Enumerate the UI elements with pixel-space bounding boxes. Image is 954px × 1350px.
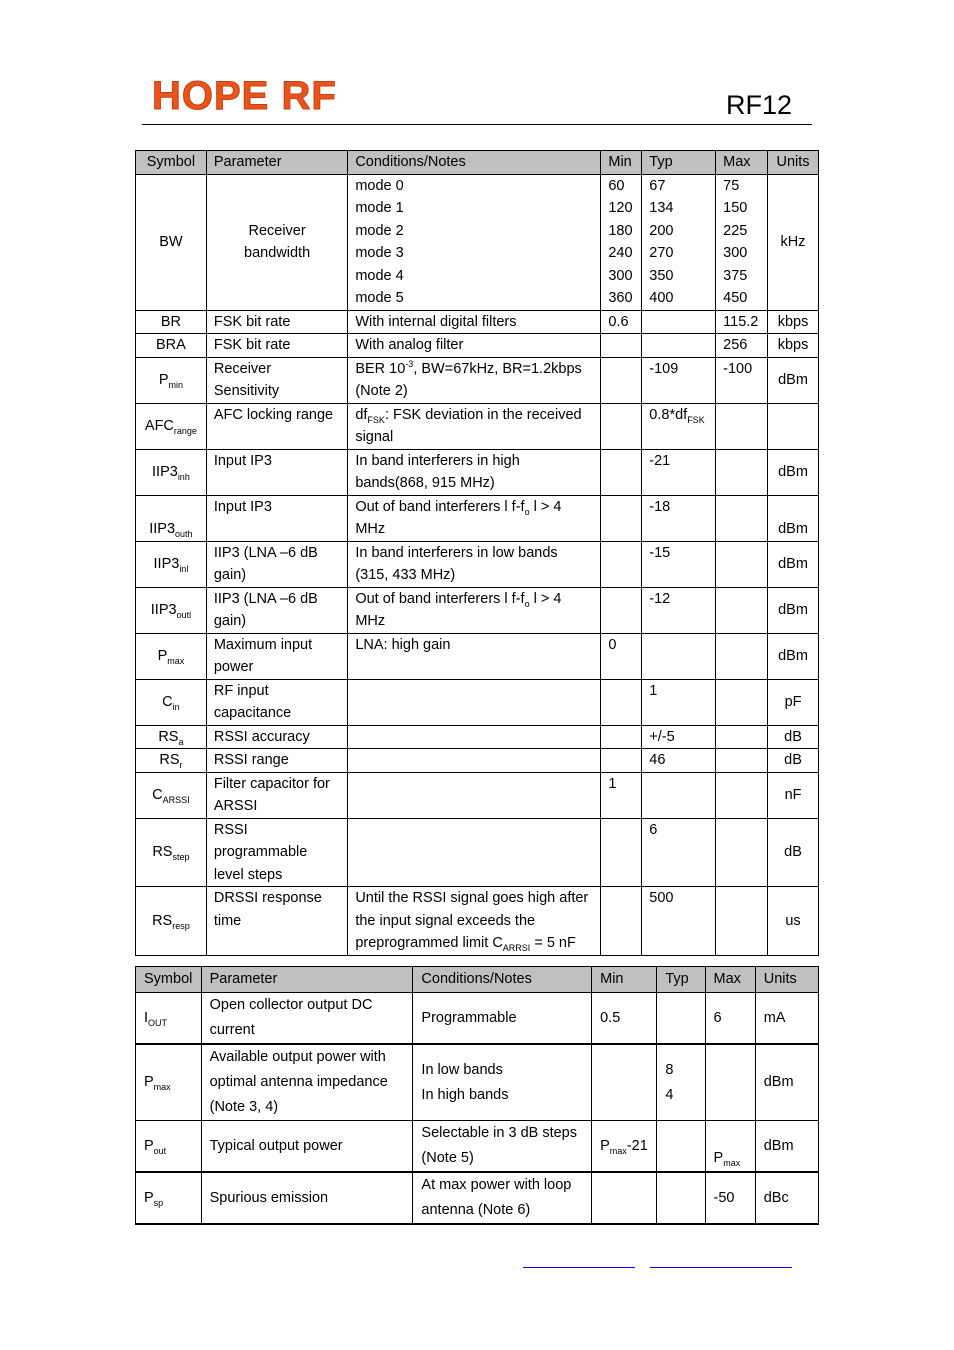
bw-cond: mode 2: [348, 220, 601, 243]
pmin-min: [601, 357, 642, 403]
receiver-spec-table: [135, 150, 819, 956]
table-row: [136, 772, 819, 818]
table-row: [136, 310, 819, 334]
rsa-units: dB: [768, 725, 819, 749]
table-row: [136, 1121, 819, 1173]
col-min: Min: [601, 151, 642, 175]
table-row: [136, 887, 819, 956]
cin-parameter: RF input capacitance: [206, 679, 347, 725]
table-row: [136, 174, 819, 197]
col-typ: Typ: [657, 967, 705, 993]
table-header-row: [136, 151, 819, 175]
br-symbol: BR: [136, 310, 207, 334]
psp-typ: [657, 1172, 705, 1224]
rsstep-units: dB: [768, 818, 819, 887]
iip3inh-units: dBm: [768, 449, 819, 495]
bra-symbol: BRA: [136, 334, 207, 358]
bw-typ: 67: [642, 174, 716, 197]
psp-units: dBc: [755, 1172, 818, 1224]
iip3outh-max: [716, 495, 768, 541]
bw-typ: 134: [642, 197, 716, 220]
pout-min: $P_{max}-21$: [592, 1121, 657, 1173]
bw-min: 240: [601, 242, 642, 265]
iip3inh-cond: In band interferers in high bands(868, 915 MHz): [348, 449, 601, 495]
rsr-typ: 46: [642, 749, 716, 773]
col-units: Units: [755, 967, 818, 993]
iip3outl-min: [601, 587, 642, 633]
afc-cond: $df_{FSK}$: FSK deviation in the received signal: [348, 403, 601, 449]
psp-cond: At max power with loop antenna (Note 6): [413, 1172, 592, 1224]
table-row: [136, 1172, 819, 1224]
bw-max: 450: [716, 287, 768, 310]
iout-symbol: $I_{OUT}$: [136, 993, 202, 1045]
pmax-min: [592, 1044, 657, 1121]
iip3inh-symbol: $IIP3_{inh}$: [136, 449, 207, 495]
bw-cond: mode 5: [348, 287, 601, 310]
br-min: 0.6: [601, 310, 642, 334]
bw-units: kHz: [768, 174, 819, 310]
carssi-cond: [348, 772, 601, 818]
iout-min: 0.5: [592, 993, 657, 1045]
br-cond: With internal digital filters: [348, 310, 601, 334]
table-row: [136, 403, 819, 449]
rsa-max: [716, 725, 768, 749]
bra-max: 256: [716, 334, 768, 358]
col-units: Units: [768, 151, 819, 175]
iip3inh-min: [601, 449, 642, 495]
iip3inl-typ: -15: [642, 541, 716, 587]
pmax-units: dBm: [755, 1044, 818, 1121]
bw-symbol: BW: [136, 174, 207, 310]
bw-cond: mode 4: [348, 265, 601, 288]
table-row: [136, 587, 819, 633]
table-header-row: [136, 967, 819, 993]
iip3outh-typ: -18: [642, 495, 716, 541]
rsresp-max: [716, 887, 768, 956]
br-typ: [642, 310, 716, 334]
table-row: [136, 357, 819, 403]
table-row: [136, 449, 819, 495]
rsr-parameter: RSSI range: [206, 749, 347, 773]
pmax-max: [716, 633, 768, 679]
rsr-units: dB: [768, 749, 819, 773]
pout-cond: Selectable in 3 dB steps (Note 5): [413, 1121, 592, 1173]
rsstep-parameter: RSSI programmable level steps: [206, 818, 347, 887]
pmin-units: dBm: [768, 357, 819, 403]
bw-max: 375: [716, 265, 768, 288]
rsr-symbol: $RS_r$: [136, 749, 207, 773]
rsresp-cond: Until the RSSI signal goes high after the input signal exceeds the preprogrammed limit $C_{ARRSI} = 5$ nF: [348, 887, 601, 956]
iout-parameter: Open collector output DC current: [201, 993, 413, 1045]
carssi-max: [716, 772, 768, 818]
rsstep-max: [716, 818, 768, 887]
iout-units: mA: [755, 993, 818, 1045]
br-parameter: FSK bit rate: [206, 310, 347, 334]
iout-cond: Programmable: [413, 993, 592, 1045]
rsstep-min: [601, 818, 642, 887]
pmax-parameter: Available output power with optimal antenna impedance (Note 3, 4): [201, 1044, 413, 1121]
col-conditions: Conditions/Notes: [348, 151, 601, 175]
table-row: [136, 993, 819, 1045]
bw-parameter: Receiver bandwidth: [206, 174, 347, 310]
bw-cond: mode 3: [348, 242, 601, 265]
pmin-parameter: Receiver Sensitivity: [206, 357, 347, 403]
rsstep-cond: [348, 818, 601, 887]
rsstep-symbol: $RS_{step}$: [136, 818, 207, 887]
rsresp-units: us: [768, 887, 819, 956]
bw-min: 60: [601, 174, 642, 197]
rsresp-parameter: DRSSI response time: [206, 887, 347, 956]
rsr-max: [716, 749, 768, 773]
bw-max: 150: [716, 197, 768, 220]
pmax-cond: In low bands In high bands: [413, 1044, 592, 1121]
psp-min: [592, 1172, 657, 1224]
psp-symbol: $P_{sp}$: [136, 1172, 202, 1224]
carssi-units: nF: [768, 772, 819, 818]
col-parameter: Parameter: [206, 151, 347, 175]
rsa-typ: +/-5: [642, 725, 716, 749]
col-typ: Typ: [642, 151, 716, 175]
pmax-typ: 8 4: [657, 1044, 705, 1121]
rsa-min: [601, 725, 642, 749]
bw-cond: mode 0: [348, 174, 601, 197]
br-units: kbps: [768, 310, 819, 334]
afc-max: [716, 403, 768, 449]
iip3outl-symbol: $IIP3_{outl}$: [136, 587, 207, 633]
bra-units: kbps: [768, 334, 819, 358]
pmax-parameter: Maximum input power: [206, 633, 347, 679]
doc-id: RF12: [726, 90, 793, 120]
bw-min: 300: [601, 265, 642, 288]
psp-parameter: Spurious emission: [201, 1172, 413, 1224]
pmax-min: 0: [601, 633, 642, 679]
rsresp-min: [601, 887, 642, 956]
afc-typ: $0.8*df_{FSK}$: [642, 403, 716, 449]
table-row: [136, 541, 819, 587]
bw-max: 300: [716, 242, 768, 265]
iout-typ: [657, 993, 705, 1045]
iout-max: 6: [705, 993, 755, 1045]
bra-cond: With analog filter: [348, 334, 601, 358]
iip3inh-parameter: Input IP3: [206, 449, 347, 495]
afc-symbol: $AFC_{range}$: [136, 403, 207, 449]
pmax-symbol: $P_{max}$: [136, 1044, 202, 1121]
table-row: [136, 749, 819, 773]
bw-typ: 270: [642, 242, 716, 265]
pmax-typ: [642, 633, 716, 679]
afc-parameter: AFC locking range: [206, 403, 347, 449]
iip3outl-typ: -12: [642, 587, 716, 633]
iip3outl-cond: Out of band interferers l $f-f_o$ l > 4 MHz: [348, 587, 601, 633]
pmin-cond: BER $10^{-3}$, BW=67kHz, BR=1.2kbps (Note 2): [348, 357, 601, 403]
table-row: [136, 633, 819, 679]
pout-symbol: $P_{out}$: [136, 1121, 202, 1173]
iip3outh-cond: Out of band interferers l $f-f_o$ l > 4 MHz: [348, 495, 601, 541]
iip3outh-symbol: $IIP3_{outh}$: [136, 495, 207, 541]
carssi-typ: [642, 772, 716, 818]
bw-typ: 350: [642, 265, 716, 288]
bw-min: 120: [601, 197, 642, 220]
col-symbol: Symbol: [136, 967, 202, 993]
afc-units: [768, 403, 819, 449]
cin-cond: [348, 679, 601, 725]
iip3inl-units: dBm: [768, 541, 819, 587]
bra-min: [601, 334, 642, 358]
cin-typ: 1: [642, 679, 716, 725]
cin-min: [601, 679, 642, 725]
col-max: Max: [705, 967, 755, 993]
iip3outh-parameter: Input IP3: [206, 495, 347, 541]
iip3inl-cond: In band interferers in low bands (315, 433 MHz): [348, 541, 601, 587]
iip3outh-min: [601, 495, 642, 541]
psp-max: -50: [705, 1172, 755, 1224]
pmax-max: [705, 1044, 755, 1121]
cin-units: pF: [768, 679, 819, 725]
rsresp-typ: 500: [642, 887, 716, 956]
iip3outl-max: [716, 587, 768, 633]
table-row: [136, 679, 819, 725]
pout-parameter: Typical output power: [201, 1121, 413, 1173]
pout-max: $P_{max}$: [705, 1121, 755, 1173]
iip3inl-parameter: IIP3 (LNA –6 dB gain): [206, 541, 347, 587]
pmin-symbol: $P_{min}$: [136, 357, 207, 403]
table-row: [136, 818, 819, 887]
rsa-parameter: RSSI accuracy: [206, 725, 347, 749]
rsstep-typ: 6: [642, 818, 716, 887]
transmitter-spec-table: [135, 966, 819, 1225]
bra-parameter: FSK bit rate: [206, 334, 347, 358]
rsresp-symbol: $RS_{resp}$: [136, 887, 207, 956]
col-symbol: Symbol: [136, 151, 207, 175]
col-max: Max: [716, 151, 768, 175]
bw-typ: 400: [642, 287, 716, 310]
rsa-symbol: $RS_a$: [136, 725, 207, 749]
footer-link-1[interactable]: [523, 1267, 635, 1268]
pout-units: dBm: [755, 1121, 818, 1173]
pmin-typ: -109: [642, 357, 716, 403]
bw-typ: 200: [642, 220, 716, 243]
afc-min: [601, 403, 642, 449]
rsa-cond: [348, 725, 601, 749]
br-max: 115.2: [716, 310, 768, 334]
carssi-symbol: $C_{ARSSI}$: [136, 772, 207, 818]
rsr-cond: [348, 749, 601, 773]
bw-min: 360: [601, 287, 642, 310]
iip3outl-parameter: IIP3 (LNA –6 dB gain): [206, 587, 347, 633]
bw-min: 180: [601, 220, 642, 243]
iip3inl-min: [601, 541, 642, 587]
table-row: [136, 1044, 819, 1121]
header-rule: [142, 124, 812, 125]
iip3inl-symbol: $IIP3_{inl}$: [136, 541, 207, 587]
iip3inh-typ: -21: [642, 449, 716, 495]
col-parameter: Parameter: [201, 967, 413, 993]
col-min: Min: [592, 967, 657, 993]
footer-link-2[interactable]: [650, 1267, 792, 1268]
pmin-max: -100: [716, 357, 768, 403]
bw-max: 75: [716, 174, 768, 197]
cin-symbol: $C_{in}$: [136, 679, 207, 725]
bw-cond: mode 1: [348, 197, 601, 220]
pmax-cond: LNA: high gain: [348, 633, 601, 679]
pmax-units: dBm: [768, 633, 819, 679]
iip3inh-max: [716, 449, 768, 495]
iip3inl-max: [716, 541, 768, 587]
pmax-symbol: $P_{max}$: [136, 633, 207, 679]
bw-max: 225: [716, 220, 768, 243]
table-row: [136, 725, 819, 749]
table-row: [136, 495, 819, 541]
rsr-min: [601, 749, 642, 773]
pout-typ: [657, 1121, 705, 1173]
carssi-min: 1: [601, 772, 642, 818]
hope-rf-logo: HOPE RF: [152, 74, 337, 118]
iip3outh-units: dBm: [768, 495, 819, 541]
col-conditions: Conditions/Notes: [413, 967, 592, 993]
bra-typ: [642, 334, 716, 358]
cin-max: [716, 679, 768, 725]
table-row: [136, 334, 819, 358]
carssi-parameter: Filter capacitor for ARSSI: [206, 772, 347, 818]
iip3outl-units: dBm: [768, 587, 819, 633]
